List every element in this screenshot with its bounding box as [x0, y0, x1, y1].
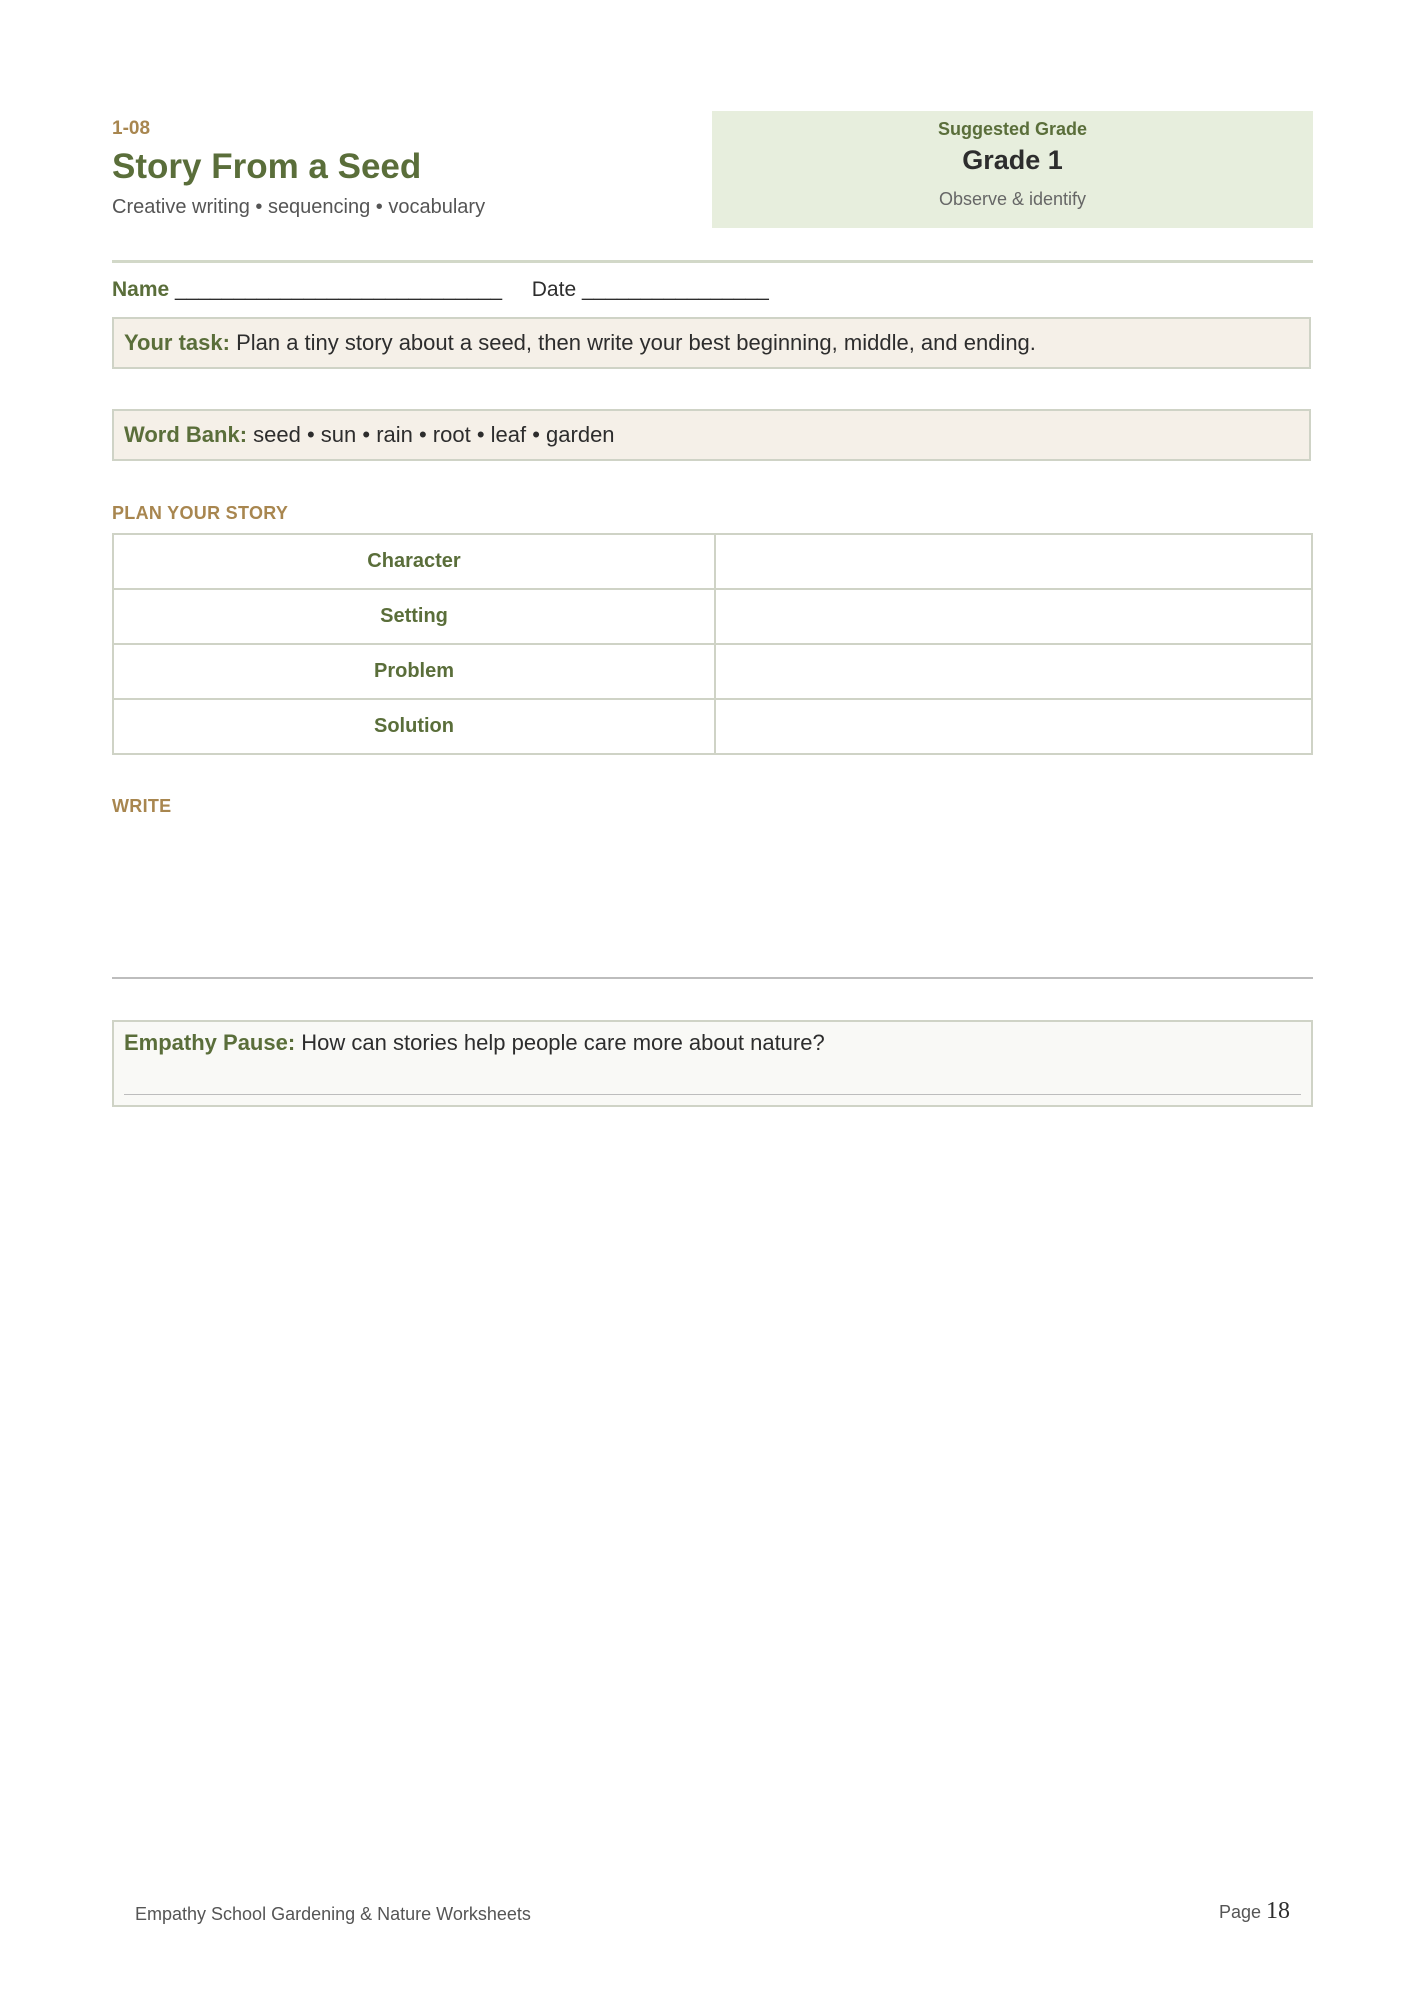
plan-answer-cell[interactable]: [715, 534, 1312, 589]
task-label: Your task:: [124, 330, 230, 355]
plan-row-label: Character: [113, 534, 715, 589]
plan-answer-cell[interactable]: [715, 644, 1312, 699]
table-row: [113, 644, 1312, 699]
word-bank-box: [112, 409, 1311, 461]
page-number: [1219, 1898, 1290, 1925]
date-label: Date: [531, 278, 577, 301]
worksheet-code: 1-08: [112, 118, 151, 139]
plan-row-label: Solution: [113, 699, 715, 754]
plan-answer-cell[interactable]: [715, 699, 1312, 754]
plan-heading: PLAN YOUR STORY: [112, 503, 289, 523]
empathy-box: [112, 1020, 1313, 1107]
table-row: [113, 589, 1312, 644]
task-text: Plan a tiny story about a seed, then write your best beginning, middle, and ending.: [229, 330, 1036, 355]
word-bank-label: Word Bank:: [124, 422, 248, 447]
grade-panel: [712, 111, 1313, 228]
task-box: [112, 317, 1311, 369]
grade-value: Grade 1: [962, 145, 1063, 175]
plan-table: [112, 533, 1313, 755]
table-row: [113, 699, 1312, 754]
header-divider: [112, 260, 1313, 263]
word-bank-text: seed • sun • rain • root • leaf • garden: [247, 422, 615, 447]
page-number-value: 18: [1266, 1898, 1290, 1924]
empathy-text: How can stories help people care more about nature?: [295, 1030, 825, 1055]
write-line[interactable]: [112, 977, 1313, 979]
write-heading: WRITE: [112, 796, 172, 816]
page-title: Story From a Seed: [112, 147, 422, 186]
plan-row-label: Setting: [113, 589, 715, 644]
name-date-row: [112, 278, 769, 302]
empathy-label: Empathy Pause:: [124, 1030, 296, 1055]
page-label: Page: [1218, 1902, 1261, 1922]
name-label: Name: [112, 278, 170, 301]
date-blank[interactable]: ________________: [581, 278, 769, 301]
grade-note: Observe & identify: [938, 189, 1087, 209]
grade-label: Suggested Grade: [937, 119, 1088, 139]
footer-source: Empathy School Gardening & Nature Worksheets: [135, 1904, 531, 1924]
plan-row-label: Problem: [113, 644, 715, 699]
table-row: [113, 534, 1312, 589]
name-blank[interactable]: ____________________________: [175, 278, 503, 301]
empathy-answer-line[interactable]: [124, 1094, 1301, 1095]
plan-answer-cell[interactable]: [715, 589, 1312, 644]
empathy-question: [124, 1030, 825, 1056]
page-subtitle: Creative writing • sequencing • vocabulary: [112, 196, 486, 218]
